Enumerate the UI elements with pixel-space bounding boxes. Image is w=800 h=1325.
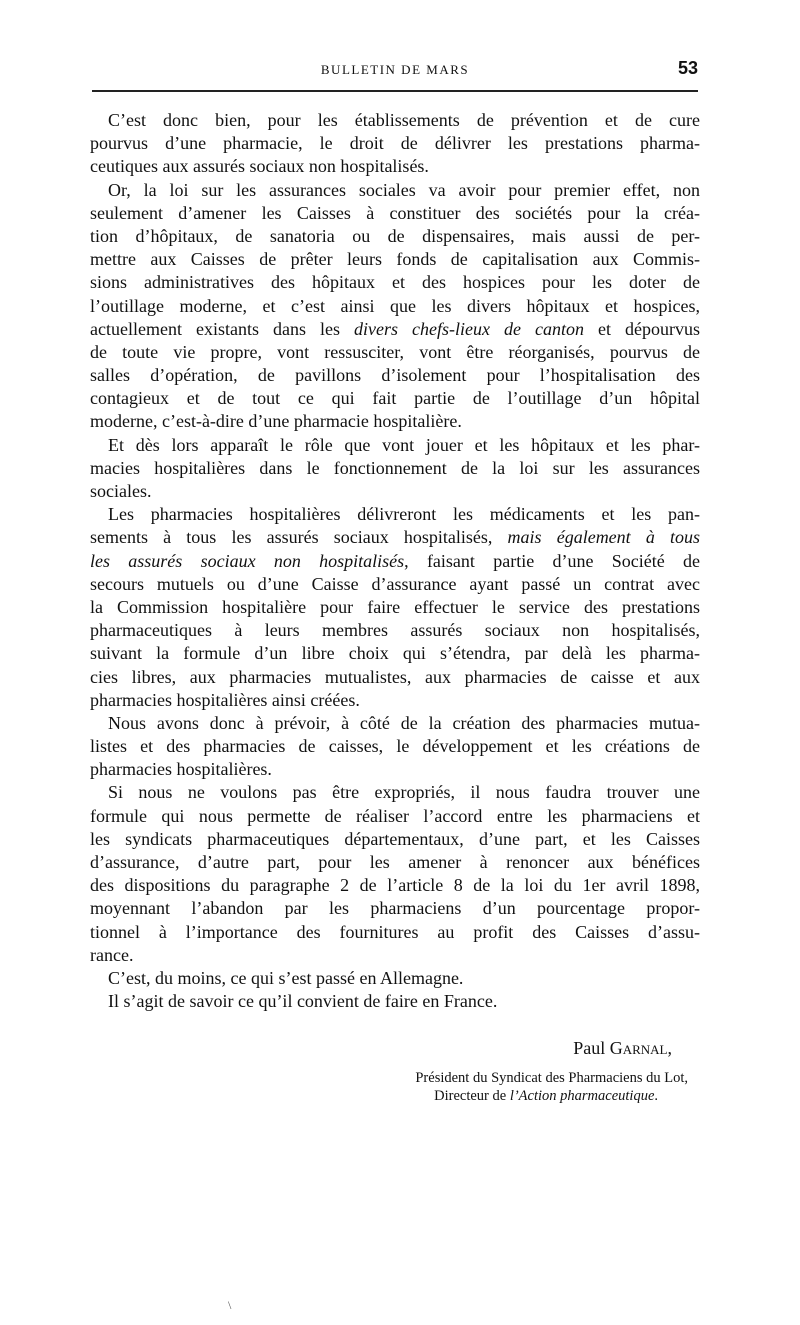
text-line: C’est donc bien, pour les établissements de prévention et de cure <box>108 110 700 130</box>
header-rule <box>92 90 698 92</box>
author-role-line-1: Président du Syndicat des Pharmaciens du Lot, <box>415 1070 688 1086</box>
article-body <box>90 109 700 1013</box>
text-line: moderne, c’est-à-dire d’une pharmacie hospitalière. <box>90 411 462 432</box>
text-line: de toute vie propre, vont ressusciter, vont être réorganisés, pourvus de <box>90 341 700 362</box>
italic-run: mais également à tous <box>507 527 700 548</box>
italic-run: les assurés sociaux non hospitalisés <box>90 550 405 571</box>
author-first-name: Paul <box>573 1038 606 1058</box>
text-line: Il s’agit de savoir ce qu’il convient de faire en France. <box>108 991 498 1012</box>
page-number: 53 <box>677 58 698 78</box>
text-run: sements à tous les assurés sociaux hospitalisés, <box>90 527 508 548</box>
text-line: pharmaceutiques à leurs membres assurés sociaux non hospitalisés, <box>90 620 700 641</box>
role-prefix: Directeur de <box>434 1088 510 1104</box>
text-line: tion d’hôpitaux, de sanatoria ou de dispensaires, mais aussi de per- <box>90 225 700 246</box>
text-line: les syndicats pharmaceutiques départementaux, d’une part, et les Caisses <box>90 828 700 849</box>
paragraph <box>90 990 700 1013</box>
author-last-name: Garnal <box>609 1038 668 1058</box>
text-line <box>90 526 700 549</box>
text-line: mettre aux Caisses de prêter leurs fonds de capitalisation aux Commis- <box>90 249 700 270</box>
text-line: Nous avons donc à prévoir, à côté de la création des pharmacies mutua- <box>108 712 700 733</box>
text-run: , faisant partie d’une Société de <box>404 550 700 571</box>
author-role-line-2 <box>434 1088 658 1105</box>
paragraph <box>90 109 700 179</box>
text-line <box>90 550 700 573</box>
text-line: d’assurance, d’autre part, pour les amener à renoncer aux bénéfices <box>90 852 700 872</box>
paragraph <box>90 434 700 504</box>
text-line: sions administratives des hôpitaux et des hospices pour les doter de <box>90 272 700 293</box>
text-line: moyennant l’abandon par les pharmaciens d’un pourcentage propor- <box>90 898 700 919</box>
text-line: Et dès lors apparaît le rôle que vont jouer et les hôpitaux et les phar- <box>108 434 700 455</box>
text-line: sociales. <box>90 481 152 501</box>
text-line: la Commission hospitalière pour faire effectuer le service des prestations <box>90 596 700 617</box>
role-suffix: . <box>654 1088 658 1104</box>
text-line: listes et des pharmacies de caisses, le développement et les créations de <box>90 736 700 757</box>
paragraph <box>90 781 700 967</box>
text-line: pharmacies hospitalières ainsi créées. <box>90 689 360 710</box>
text-line: salles d’opération, de pavillons d’isolement pour l’hospitalisation des <box>90 365 700 386</box>
text-line: suivant la formule d’un libre choix qui s’étendra, par delà les pharma- <box>90 643 700 664</box>
text-line <box>90 318 700 341</box>
text-line: contagieux et de tout ce qui fait partie de l’outillage d’un hôpital <box>90 388 700 409</box>
text-line: Les pharmacies hospitalières délivreront les médicaments et les pan- <box>108 504 700 525</box>
text-line: formule qui nous permette de réaliser l’accord entre les pharmaciens et <box>90 805 700 826</box>
text-line: seulement d’amener les Caisses à constituer des sociétés pour la créa- <box>90 202 700 223</box>
text-line: pharmacies hospitalières. <box>90 759 272 780</box>
paragraph <box>90 712 700 782</box>
text-line: macies hospitalières dans le fonctionnement de la loi sur les assurances <box>90 457 700 478</box>
running-header <box>92 58 698 84</box>
text-line: rance. <box>90 944 134 965</box>
paragraph <box>90 503 700 712</box>
text-line: ceutiques aux assurés sociaux non hospitalisés. <box>90 156 429 177</box>
text-line: des dispositions du paragraphe 2 de l’article 8 de la loi du 1er avril 1898, <box>90 875 700 896</box>
text-line: C’est, du moins, ce qui s’est passé en Allemagne. <box>108 967 464 988</box>
paragraph <box>90 179 700 434</box>
text-run: et dépourvus <box>583 318 700 339</box>
text-run: actuellement existants dans les <box>90 318 354 339</box>
text-line: tionnel à l’importance des fournitures au profit des Caisses d’assu- <box>90 921 700 942</box>
journal-title: l’Action pharmaceutique <box>509 1088 655 1104</box>
paragraph <box>90 967 700 990</box>
running-title: BULLETIN DE MARS <box>320 62 470 77</box>
text-line: secours mutuels ou d’une Caisse d’assurance ayant passé un contrat avec <box>90 573 700 594</box>
text-line: Or, la loi sur les assurances sociales va avoir pour premier effet, non <box>108 179 700 200</box>
author-name: Paul Garnal, <box>573 1038 672 1058</box>
text-line: l’outillage moderne, et c’est ainsi que les divers hôpitaux et hospices, <box>90 295 700 316</box>
text-line: pourvus d’une pharmacie, le droit de délivrer les prestations pharma- <box>90 133 700 154</box>
stray-mark: \ <box>228 1298 232 1312</box>
text-line: cies libres, aux pharmacies mutualistes, aux pharmacies de caisse et aux <box>90 666 700 687</box>
italic-run: divers chefs-lieux de canton <box>354 318 584 339</box>
text-line: Si nous ne voulons pas être expropriés, il nous faudra trouver une <box>108 782 700 803</box>
